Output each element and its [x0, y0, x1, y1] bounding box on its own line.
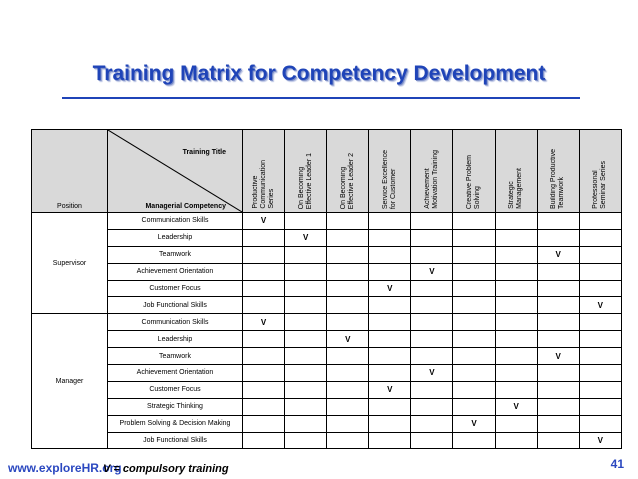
matrix-cell — [285, 348, 327, 365]
matrix-cell — [327, 213, 369, 230]
matrix-cell — [453, 398, 495, 415]
matrix-cell — [495, 213, 537, 230]
compulsory-mark: V — [345, 334, 351, 344]
matrix-cell — [369, 297, 411, 314]
compulsory-mark: V — [555, 250, 561, 260]
matrix-cell — [411, 229, 453, 246]
compulsory-mark: V — [471, 419, 477, 429]
course-header — [453, 130, 495, 213]
matrix-cell — [411, 213, 453, 230]
matrix-cell — [453, 246, 495, 263]
matrix-cell — [327, 432, 369, 449]
header-row — [32, 130, 622, 213]
matrix-cell — [243, 348, 285, 365]
page-number: 41 — [610, 457, 624, 471]
compulsory-mark: V — [513, 402, 519, 412]
matrix-cell — [579, 348, 621, 365]
matrix-cell — [285, 263, 327, 280]
matrix-cell — [495, 297, 537, 314]
matrix-cell — [579, 331, 621, 348]
matrix-cell — [243, 381, 285, 398]
matrix-cell — [495, 314, 537, 331]
position-cell: Supervisor — [32, 213, 108, 314]
matrix-cell — [243, 229, 285, 246]
matrix-cell — [579, 314, 621, 331]
matrix-cell — [369, 331, 411, 348]
matrix-cell — [453, 314, 495, 331]
course-header — [327, 130, 369, 213]
matrix-cell — [453, 415, 495, 432]
matrix-cell — [495, 365, 537, 382]
matrix-cell — [495, 246, 537, 263]
matrix-cell — [369, 365, 411, 382]
matrix-cell — [411, 365, 453, 382]
matrix-cell — [495, 348, 537, 365]
matrix-cell — [369, 415, 411, 432]
matrix-cell — [537, 398, 579, 415]
matrix-cell — [537, 246, 579, 263]
table-row — [32, 280, 622, 297]
matrix-cell — [537, 331, 579, 348]
matrix-cell — [537, 365, 579, 382]
matrix-cell — [243, 280, 285, 297]
course-header — [537, 130, 579, 213]
diagonal-line — [108, 130, 242, 212]
competency-cell: Teamwork — [108, 246, 243, 263]
table-row — [32, 432, 622, 449]
matrix-cell — [453, 213, 495, 230]
matrix-cell — [327, 331, 369, 348]
matrix-cell — [495, 280, 537, 297]
compulsory-mark: V — [387, 385, 393, 395]
matrix-cell — [411, 297, 453, 314]
compulsory-mark: V — [387, 284, 393, 293]
matrix-cell — [579, 415, 621, 432]
course-title: Achievement Motivation Training — [423, 150, 439, 209]
table-row — [32, 314, 622, 331]
slide-title: Training Matrix for Competency Development — [92, 62, 546, 85]
matrix-cell — [285, 365, 327, 382]
matrix-cell — [579, 297, 621, 314]
matrix-cell — [285, 280, 327, 297]
competency-cell: Problem Solving & Decision Making — [108, 415, 243, 432]
matrix-cell — [537, 263, 579, 280]
position-cell: Manager — [32, 314, 108, 449]
course-header — [495, 130, 537, 213]
matrix-cell — [369, 398, 411, 415]
matrix-cell — [369, 381, 411, 398]
matrix-cell — [411, 381, 453, 398]
matrix-cell — [411, 398, 453, 415]
matrix-cell — [411, 246, 453, 263]
corner-header — [108, 130, 243, 213]
matrix-cell — [579, 381, 621, 398]
matrix-cell — [495, 263, 537, 280]
matrix-cell — [579, 280, 621, 297]
course-header — [285, 130, 327, 213]
matrix-cell — [327, 314, 369, 331]
compulsory-mark: V — [260, 317, 267, 327]
matrix-cell — [453, 229, 495, 246]
matrix-cell — [411, 348, 453, 365]
competency-cell: Strategic Thinking — [108, 398, 243, 415]
matrix-cell — [327, 365, 369, 382]
matrix-cell — [243, 331, 285, 348]
website-link[interactable]: www.exploreHR.org — [8, 461, 122, 475]
matrix-cell — [243, 263, 285, 280]
matrix-cell — [327, 246, 369, 263]
matrix-cell — [369, 280, 411, 297]
compulsory-mark: V — [555, 351, 561, 361]
matrix-cell — [453, 263, 495, 280]
matrix-cell — [243, 314, 285, 331]
course-header — [243, 130, 285, 213]
matrix-cell — [327, 263, 369, 280]
course-title: Professional Seminar Series — [592, 161, 608, 209]
compulsory-mark: V — [429, 368, 435, 378]
matrix-cell — [537, 314, 579, 331]
matrix-cell — [579, 229, 621, 246]
competency-cell: Communication Skills — [108, 213, 243, 230]
compulsory-mark: V — [597, 300, 603, 310]
matrix-cell — [579, 432, 621, 449]
matrix-cell — [285, 432, 327, 449]
matrix-cell — [495, 381, 537, 398]
table-row — [32, 229, 622, 246]
matrix-body — [32, 213, 622, 449]
matrix-cell — [579, 246, 621, 263]
matrix-cell — [285, 331, 327, 348]
compulsory-mark: V — [302, 233, 309, 243]
matrix-cell — [369, 229, 411, 246]
matrix-cell — [327, 348, 369, 365]
competency-cell: Job Functional Skills — [108, 297, 243, 314]
matrix-cell — [411, 280, 453, 297]
matrix-cell — [411, 331, 453, 348]
matrix-cell — [537, 229, 579, 246]
table-row — [32, 365, 622, 382]
matrix-cell — [411, 263, 453, 280]
matrix-cell — [579, 263, 621, 280]
table-row — [32, 331, 622, 348]
matrix-cell — [537, 213, 579, 230]
table-row — [32, 348, 622, 365]
matrix-cell — [495, 415, 537, 432]
matrix-cell — [537, 381, 579, 398]
matrix-cell — [285, 314, 327, 331]
legend-note: V = compulsory training — [103, 463, 229, 475]
matrix-cell — [369, 213, 411, 230]
matrix-cell — [453, 381, 495, 398]
matrix-cell — [495, 432, 537, 449]
matrix-cell — [369, 348, 411, 365]
competency-cell: Communication Skills — [108, 314, 243, 331]
matrix-cell — [327, 297, 369, 314]
matrix-cell — [537, 432, 579, 449]
training-matrix-table — [31, 129, 622, 449]
competency-cell: Customer Focus — [108, 280, 243, 297]
matrix-cell — [243, 398, 285, 415]
matrix-cell — [285, 229, 327, 246]
competency-cell: Achievement Orientation — [108, 365, 243, 382]
matrix-cell — [369, 263, 411, 280]
matrix-cell — [453, 365, 495, 382]
compulsory-mark: V — [260, 216, 267, 226]
training-title-label: Training Title — [182, 149, 226, 156]
matrix-cell — [579, 398, 621, 415]
matrix-cell — [243, 415, 285, 432]
matrix-cell — [285, 297, 327, 314]
course-title: Service Excellence for Customer — [381, 149, 397, 209]
matrix-cell — [537, 280, 579, 297]
matrix-cell — [453, 297, 495, 314]
matrix-cell — [327, 381, 369, 398]
course-title: Strategic Management — [508, 168, 524, 209]
matrix-cell — [243, 213, 285, 230]
matrix-cell — [285, 381, 327, 398]
matrix-cell — [579, 213, 621, 230]
matrix-cell — [243, 297, 285, 314]
course-header — [579, 130, 621, 213]
matrix-cell — [285, 246, 327, 263]
competency-cell: Teamwork — [108, 348, 243, 365]
course-title: Creative Problem Solving — [466, 154, 482, 209]
table-row — [32, 263, 622, 280]
table-row — [32, 213, 622, 230]
course-title: Building Productive Teamwork — [550, 149, 566, 209]
matrix-cell — [243, 365, 285, 382]
matrix-cell — [537, 415, 579, 432]
matrix-cell — [327, 398, 369, 415]
table-row — [32, 381, 622, 398]
competency-cell: Job Functional Skills — [108, 432, 243, 449]
course-title: On Becoming Effective Leader 1 — [297, 152, 313, 209]
matrix-cell — [285, 415, 327, 432]
matrix-cell — [369, 314, 411, 331]
matrix-cell — [411, 432, 453, 449]
competency-cell: Leadership — [108, 229, 243, 246]
matrix-cell — [369, 432, 411, 449]
course-header — [411, 130, 453, 213]
matrix-cell — [369, 246, 411, 263]
competency-cell: Achievement Orientation — [108, 263, 243, 280]
matrix-cell — [285, 213, 327, 230]
course-header — [369, 130, 411, 213]
matrix-cell — [453, 280, 495, 297]
matrix-cell — [453, 348, 495, 365]
matrix-cell — [453, 432, 495, 449]
matrix-cell — [411, 415, 453, 432]
matrix-cell — [579, 365, 621, 382]
table-row — [32, 297, 622, 314]
matrix-cell — [243, 432, 285, 449]
matrix-cell — [327, 415, 369, 432]
managerial-competency-label: Managerial Competency — [145, 203, 226, 210]
matrix-cell — [411, 314, 453, 331]
course-title: Productive Communication Series — [251, 160, 275, 209]
matrix-cell — [495, 229, 537, 246]
position-header: Position — [32, 130, 108, 213]
course-title: On Becoming Effective Leader 2 — [339, 152, 355, 209]
competency-cell: Customer Focus — [108, 381, 243, 398]
table-row — [32, 398, 622, 415]
matrix-cell — [537, 297, 579, 314]
matrix-cell — [285, 398, 327, 415]
matrix-cell — [537, 348, 579, 365]
compulsory-mark: V — [429, 267, 435, 277]
competency-cell: Leadership — [108, 331, 243, 348]
matrix-cell — [453, 331, 495, 348]
matrix-cell — [495, 331, 537, 348]
matrix-cell — [327, 229, 369, 246]
table-row — [32, 246, 622, 263]
matrix-cell — [495, 398, 537, 415]
matrix-cell — [327, 280, 369, 297]
title-underline — [62, 97, 580, 99]
matrix-cell — [243, 246, 285, 263]
compulsory-mark: V — [597, 436, 603, 446]
table-row — [32, 415, 622, 432]
